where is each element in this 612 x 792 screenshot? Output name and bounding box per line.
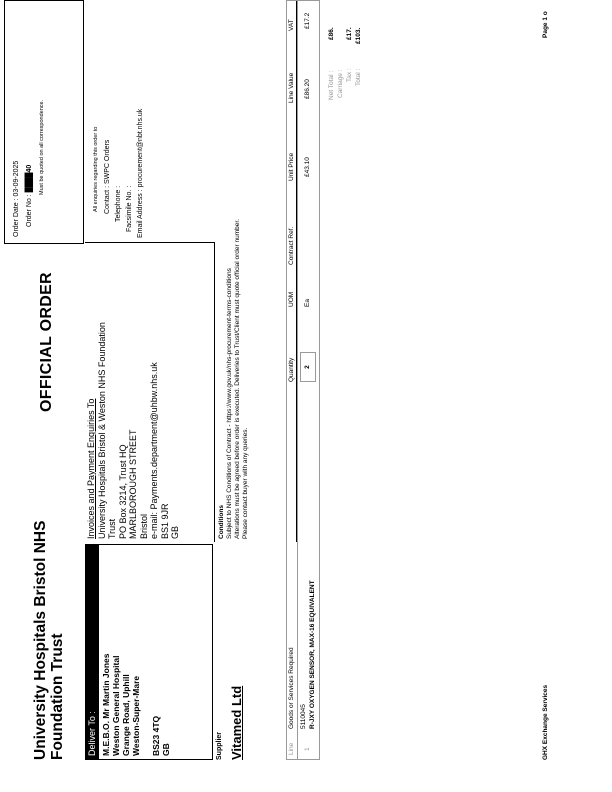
supplier-label: Supplier	[216, 731, 223, 760]
conditions-line: Subject to NHS Conditions of Contract - https://www.gov.uk/nhs-procurement-terms-conditions	[226, 268, 233, 539]
order-header-box	[4, 0, 84, 244]
invoice-line: Trust	[107, 518, 117, 539]
invoices-box	[85, 242, 215, 542]
deliver-to-heading: Deliver To :	[86, 545, 99, 759]
tax-label: Tax :	[346, 68, 353, 82]
total-label: Total :	[355, 68, 362, 86]
footer-page: Page 1 o	[542, 11, 549, 38]
contact-facsimile: Facsimile No. :	[126, 185, 133, 232]
row-vat: £17.2	[304, 12, 311, 29]
footer-left: GHX Exchange Services	[542, 684, 549, 760]
header-quantity: Quantity	[288, 357, 295, 382]
trust-name: University Hospitals Bristol NHS Foundation Trust	[32, 520, 66, 760]
tax-value: £17.	[346, 27, 353, 40]
deliver-line: M.E.B.O. Mr Martin Jones	[101, 653, 111, 756]
row-uom: Ea	[304, 299, 311, 307]
conditions-box	[216, 0, 297, 542]
header-line-value: Line Value	[288, 72, 295, 103]
table-header	[286, 0, 298, 760]
order-date: Order Date : 03-09-2025	[13, 160, 20, 237]
row-quantity: 2	[300, 352, 316, 382]
invoice-line: PO Box 3214, Trust HQ	[117, 444, 128, 539]
deliver-line	[141, 545, 151, 759]
row-line: 1	[304, 747, 311, 751]
net-total-value: £86.	[328, 27, 335, 40]
contact-box	[85, 0, 215, 240]
table-row	[298, 0, 320, 760]
contact-intro: All enquiries regarding this order to	[93, 126, 99, 212]
deliver-line: BS23 4TQ	[151, 715, 161, 756]
row-description: R-JXY OXYGEN SENSOR, MAX-16 EQUIVALENT	[309, 580, 316, 729]
conditions-heading: Conditions	[218, 505, 225, 539]
invoices-heading: Invoices and Payment Enquiries To	[86, 398, 96, 539]
header-contract: Contract Ref.	[288, 226, 295, 265]
deliver-to-box	[85, 544, 213, 760]
invoice-line: BS1 9JR	[159, 503, 170, 539]
row-code: 5110045	[300, 704, 307, 729]
row-unit-price: £43.10	[304, 157, 311, 177]
header-goods: Goods or Services Required	[288, 647, 295, 729]
invoice-line: GB	[170, 525, 180, 539]
deliver-line: Weston-Super-Mare	[131, 675, 141, 756]
row-quantity-cell	[298, 352, 320, 382]
contact-email: Email Address : procurement@nbt.nhs.uk	[137, 108, 144, 238]
total-value: £103.	[355, 27, 362, 44]
row-line-value: £86.20	[304, 79, 311, 99]
header-line: Line	[288, 742, 295, 755]
supplier-block	[216, 686, 244, 760]
deliver-line: GB	[161, 743, 171, 756]
conditions-line: Alterations must be agreed before order is executed. Deliveries to Trust/Client must quote official order number.	[234, 219, 241, 539]
quote-note: Must be quoted on all correspondence.	[39, 99, 45, 195]
conditions-line: Please contact buyer with any queries.	[242, 427, 249, 539]
supplier-name: Vitamed Ltd	[229, 685, 244, 760]
invoice-line: University Hospitals Bristol & Weston NHS Foundation	[96, 322, 107, 539]
carriage-label: Carriage :	[337, 69, 344, 98]
invoice-line: e-mail: Payments.department@uhbw.nhs.uk	[149, 362, 159, 539]
deliver-line: Grange Road, Uphill	[121, 674, 131, 756]
invoice-line: MARLBOROUGH STREET	[128, 429, 138, 539]
net-total-label: Net Total :	[328, 70, 335, 100]
header-unit-price: Unit Price	[288, 152, 295, 181]
deliver-line: Weston General Hospital	[111, 655, 121, 756]
order-number: Order No : ████40	[26, 164, 33, 227]
header-vat: VAT	[288, 19, 295, 31]
contact-name: Contact : SWPC Orders	[104, 139, 111, 214]
contact-telephone: Telephone :	[115, 185, 122, 222]
invoice-line: Bristol	[138, 513, 149, 539]
document-title: OFFICIAL ORDER	[38, 272, 55, 412]
header-uom: UOM	[288, 291, 295, 307]
